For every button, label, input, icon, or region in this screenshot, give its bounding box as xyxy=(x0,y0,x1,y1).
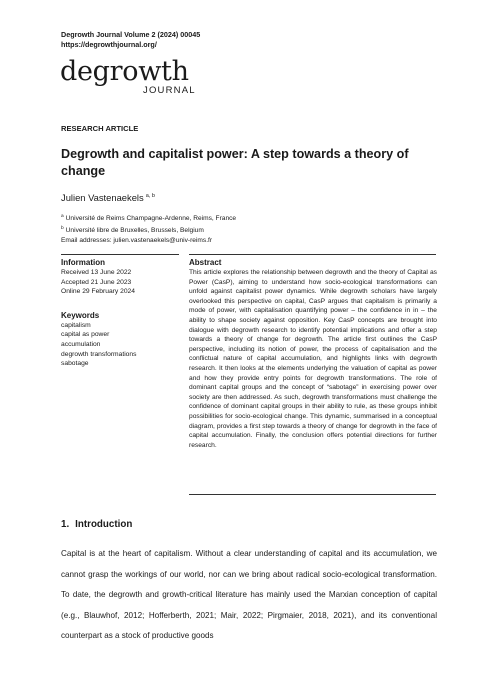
logo-wordmark: degrowth xyxy=(60,56,189,87)
journal-url[interactable]: https://degrowthjournal.org/ xyxy=(61,40,157,49)
abstract-text: This article explores the relationship between degrowth and the theory of Capital as Power (CasP), aiming to understand how socio-ecological transformations can unfold against capitalist power dynamics. While degrowth scholars have largely overlooked this perspective on capital, CasP argues that capitalism is primarily a mode of power, with capitalisation quantifying power – the confidence in in – the ability to shape society against opposition. Key CasP concepts are brought into dialogue with degrowth research to identify potential implications and offer a step towards a theory of change for degrowth. The article first outlines the CasP perspective, including its notion of power, the process of capitalisation and the conflictual nature of capital accumulation, and highlights links with degrowth research. It then looks at the elements underlying the valuation of capital as power and how they provide entry points for degrowth transformations. The role of dominant capital groups and the concept of “sabotage” in exercising power over society are then addressed. As such, degrowth transformations must challenge the confidence of dominant capital groups in their ability to rule, as these groups inhibit possibilities for socio-ecological change. This dynamic, summarised in a conceptual diagram, provides a first step towards a theory of change for degrowth in the face of capital accumulation. Finally, the conclusion offers potential directions for further research. xyxy=(189,269,437,449)
keyword-item: degrowth transformations xyxy=(61,350,137,358)
article-title: Degrowth and capitalist power: A step towards a theory of change xyxy=(61,147,409,178)
sidebar-metadata xyxy=(61,257,181,369)
section-number: 1. xyxy=(61,519,70,530)
section-heading xyxy=(61,519,132,530)
author-affiliation-marks: a, b xyxy=(145,193,155,199)
keyword-item: sabotage xyxy=(61,360,89,368)
author-line xyxy=(61,192,155,203)
affiliation-item xyxy=(61,212,236,224)
received-date: Received 13 June 2022 xyxy=(61,269,132,276)
logo-subtitle: JOURNAL xyxy=(143,85,196,96)
affiliation-text: Université de Reims Champagne-Ardenne, Reims, France xyxy=(65,215,237,222)
journal-header xyxy=(61,30,200,50)
divider-info xyxy=(61,254,179,255)
divider-abstract-end xyxy=(189,494,436,495)
affiliations xyxy=(61,212,236,246)
affiliation-mark: a xyxy=(61,214,64,219)
affiliation-item xyxy=(61,224,236,236)
article-type: RESEARCH ARTICLE xyxy=(61,124,139,133)
body-paragraph: Capital is at the heart of capitalism. Without a clear understanding of capital and its accumulation, we cannot grasp the workings of our world, nor can we bring about radical socio-ecological transformation. To date, the degrowth and growth-critical literature has mainly used the Marxian conception of capital (e.g., Blauwhof, 2012; Hofferberth, 2021; Mair, 2022; Pirgmaier, 2018, 2021), and its conventional counterpart as a stock of productive goods xyxy=(61,549,437,641)
journal-citation: Degrowth Journal Volume 2 (2024) 00045 xyxy=(61,30,201,39)
journal-logo xyxy=(60,56,196,96)
email-line[interactable]: Email addresses: julien.vastenaekels@univ-reims.fr xyxy=(61,237,213,244)
section-title: Introduction xyxy=(75,519,133,530)
abstract-block xyxy=(189,257,437,450)
online-date: Online 29 February 2024 xyxy=(61,288,135,296)
keyword-item: capital as power xyxy=(61,331,110,339)
affiliation-text: Université libre de Bruxelles, Brussels, Belgium xyxy=(65,227,204,234)
information-heading: Information xyxy=(61,258,105,267)
keywords-heading: Keywords xyxy=(61,310,100,320)
keyword-item: capitalism xyxy=(61,321,91,329)
affiliation-mark: b xyxy=(61,226,64,231)
keyword-item: accumulation xyxy=(61,340,101,348)
accepted-date: Accepted 21 June 2023 xyxy=(61,278,132,286)
author-name: Julien Vastenaekels xyxy=(61,192,144,203)
abstract-heading: Abstract xyxy=(189,258,222,267)
divider-abstract xyxy=(189,254,436,255)
